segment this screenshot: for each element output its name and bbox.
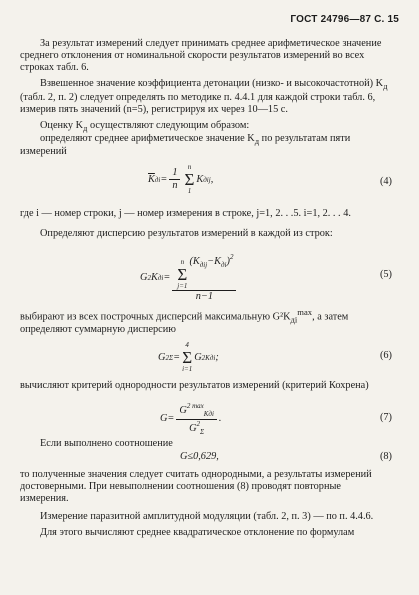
paragraph: вычисляют критерий однородности результатов измерений (критерий Кохрена)	[20, 380, 369, 392]
paragraph: Измерение паразитной амплитудной модуляции (табл. 2, п. 3) — по п. 4.4.6.	[40, 511, 374, 523]
formula-6	[20, 342, 392, 374]
equation-number: (8)	[379, 450, 392, 462]
paragraph: Определяют дисперсию результатов измерений в каждой из строк:	[40, 228, 333, 240]
page-header: ГОСТ 24796—87 С. 15	[290, 14, 399, 25]
equation-number: (7)	[379, 412, 392, 424]
formula-expression: G 2 K дi = n Σ j=1 $(K_{дij}-K_{дi})^2$ n−1	[140, 253, 238, 303]
equation-number: (6)	[379, 350, 392, 362]
formula-4	[20, 164, 392, 202]
paragraph: Взвешенное значение коэффициента детонации (низко- и высокочастотной) $K_д$ (табл. 2, п. 2) следует определять по методике п. 4.4.1 для каждой строки табл. 6, измерив пять значений (n=5), регистрируя их через 10—15 с.	[20, 78, 388, 115]
formula-expression: G 2 Σ = 4 Σ i=1 G 2 Kдi ;	[158, 341, 219, 374]
paragraph: выбирают из всех построчных дисперсий максимальную $G^2K_{дi}^{max}$, а затем определяют суммарную дисперсию	[20, 306, 349, 336]
paragraph: Оценку $K_д$ осуществляют следующим образом:	[40, 119, 250, 133]
equation-number: (4)	[379, 176, 392, 188]
equation-number: (5)	[379, 268, 392, 280]
paragraph: За результат измерений следует принимать среднее арифметическое значение среднего отклонения от номинальной скорости результатов измерений во всех строках табл. 6.	[20, 38, 382, 74]
paragraph: то полученные значения следует считать однородными, а результаты измерений достоверными. При невыполнении соотношения (8) проводят повторные измерения.	[20, 468, 372, 504]
paragraph: Для этого вычисляют среднее квадратическое отклонение по формулам	[40, 527, 355, 539]
paragraph: где i — номер строки, j — номер измерения в строке, j=1, 2. . .5. i=1, 2. . . 4.	[20, 208, 351, 220]
paragraph: Если выполнено соотношение	[40, 438, 173, 450]
formula-expression: $\overline{K}$ дi = $\frac{1}{n}$ n Σ 1 K дij ,	[148, 163, 214, 196]
condition: G≤0,629,	[180, 450, 219, 462]
formula-expression: G= $\frac{G^{2 max}_{Kдi}}{G^2_\Sigma}$ .	[160, 402, 222, 436]
formula-5	[20, 247, 392, 303]
paragraph: определяют среднее арифметическое значение $K_д$ по результатам пяти измерений	[20, 133, 351, 158]
page-body	[20, 38, 392, 539]
condition-line	[20, 451, 392, 465]
formula-7	[20, 398, 392, 438]
